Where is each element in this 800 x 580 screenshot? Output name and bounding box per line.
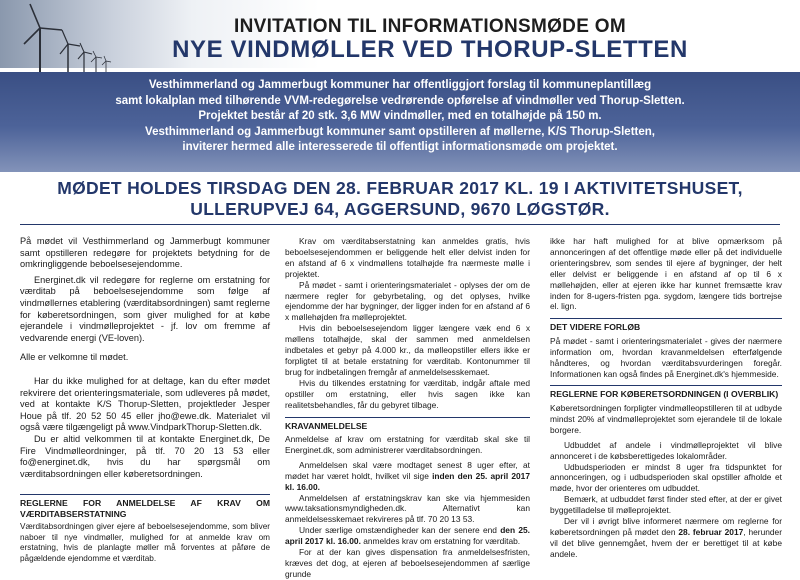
banner-line: inviterer hermed alle interesserede til offentligt informationsmøde om projektet. xyxy=(182,141,618,154)
header-area xyxy=(0,0,800,68)
section-heading: REGLERNE FOR ANMELDELSE AF KRAV OM VÆRDITABSERSTATNING xyxy=(20,494,270,519)
banner-line: Projektet består af 20 stk. 3,6 MW vindmøller, med en totalhøjde på 150 m. xyxy=(198,110,602,123)
paragraph: På mødet - samt i orienteringsmaterialet - oplyses der om de nærmere regler for gebyrbetaling, og det oplyses, hvilke ejendomme der har bygninger, der ligger inden for en afstand af 6 x møllehøjden fra mølleprojektet. xyxy=(285,279,530,323)
column-1 xyxy=(20,236,270,568)
text-run: Der vil i øvrigt blive informeret nærmere om reglerne for køberetsordningen på mødet den xyxy=(550,516,782,537)
spacer xyxy=(20,344,270,352)
paragraph: Alle er velkomne til mødet. xyxy=(20,352,129,363)
paragraph: Værditabsordningen giver ejere af beboelsesejendomme, som bliver naboer til nye vindmøller, mulighed for at anmelde krav om erstatning, hvis de planlagte møller må forventes at påføre de pågældende ejendomme et værditab. xyxy=(20,522,270,563)
paragraph: Energinet.dk vil redegøre for reglerne om erstatning for værditab på beboelsesejendomme som følge af vindmøllernes etablering (værditabsordningen) samt reglerne for køberetsordningen, som giver mulighed for at købe ejerandele i vindmølleprojektet - jf. lov om fremme af vedvarende energi (VE-loven). xyxy=(20,274,270,343)
section-heading: REGLERNE FOR KØBERETSORDNINGEN (I OVERBLIK) xyxy=(550,385,782,400)
column-2 xyxy=(285,236,530,580)
text-run: , herunder vil det blive gennemgået, hvem der er berettiget til at købe andele. xyxy=(550,526,782,559)
text-run: Anmeldelsen skal være modtaget senest 8 uger efter, at mødet har været holdt, hvilket vil sige xyxy=(285,459,530,481)
banner-line: Vesthimmerland og Jammerbugt kommuner samt opstilleren af møllerne, K/S Thorup-Sletten, xyxy=(145,125,655,138)
paragraph xyxy=(285,460,530,493)
meeting-line-2: ULLERUPVEJ 64, AGGERSUND, 9670 LØGSTØR. xyxy=(190,199,610,219)
paragraph: Udbuddet af andele i vindmølleprojektet vil blive annonceret i de købsberettigedes lokalområder. xyxy=(550,439,782,461)
text-run: anmeldes krav om erstatning for værditab. xyxy=(360,536,521,547)
paragraph: Anmeldelsen af erstatningskrav kan ske via hjemmesiden www.taksationsmyndigheden.dk. Alternativt kan anmeldelsesskemaet rekvireres på tlf. 70 20 13 53. xyxy=(285,492,530,525)
date-text: 28. februar 2017 xyxy=(678,526,744,537)
paragraph: Hvis din beboelsesejendom ligger længere væk end 6 x møllens totalhøjde, skal der sammen med anmeldelsen indbetales et gebyr på 4.000 kr., da mølleopstiller ellers ikke er forpligtet til at betale erstatning for værditab. Kontonummer til brug for indbetalingen fremgår af anmeldelsesskemaet. xyxy=(285,323,530,377)
paragraph: Har du ikke mulighed for at deltage, kan du efter mødet rekvirere det orienteringsmateriale, som udleveres på mødet, ved at kontakte K/S Thorup-Sletten, projektleder Jesper Houe på tlf. 20 52 50 45 eller jho@ewe.dk. Materialet vil også være tilgængeligt på www.VindparkThorup-Sletten.dk. xyxy=(20,375,270,433)
meeting-announcement xyxy=(0,178,800,220)
banner-line: Vesthimmerland og Jammerbugt kommuner har offentliggjort forslag til kommuneplantillæg xyxy=(148,79,652,91)
page-title: NYE VINDMØLLER VED THORUP-SLETTEN xyxy=(172,36,688,63)
paragraph: På mødet vil Vesthimmerland og Jammerbugt kommuner samt opstilleren redegøre for projektets betydning for de omkringliggende beboelsesejendomme. xyxy=(20,236,270,270)
banner-line: samt lokalplan med tilhørende VVM-redegørelse vedrørende opførelse af vindmøller ved Thorup-Sletten. xyxy=(115,94,685,107)
divider xyxy=(20,224,780,225)
intro-banner xyxy=(0,72,800,172)
paragraph: Du er altid velkommen til at kontakte Energinet.dk, De Fire Vindmølleordninger, på tlf. 70 20 13 53 eller fo@energinet.dk, hvis du har spørgsmål om værditabsordningen eller køberetsordningen. xyxy=(20,433,270,479)
spacer xyxy=(20,368,270,376)
section-heading: DET VIDERE FORLØB xyxy=(550,318,782,333)
paragraph: Bemærk, at udbuddet først finder sted efter, at der er givet byggetilladelse til mølleprojektet. xyxy=(550,494,782,516)
text-run: Under særlige omstændigheder kan der senere end xyxy=(299,525,501,536)
deadline-text: den 25. april 2017 kl. 16.00. xyxy=(285,525,530,547)
paragraph: Anmeldelse af krav om erstatning for værditab skal ske til Energinet.dk, som administrerer værditabsordningen. xyxy=(285,434,530,455)
paragraph: For at der kan gives dispensation fra anmeldelsesfristen, kræves det dog, at ejeren af beboelsesejendommen af særlige grunde xyxy=(285,547,530,579)
paragraph: Krav om værditabserstatning kan anmeldes gratis, hvis beboelsesejendommen er beliggende helt eller delvist inden for en afstand af 6 x vindmøllens totalhøjde fra nærmeste mølle i projektet. xyxy=(285,236,530,279)
meeting-line-1: MØDET HOLDES TIRSDAG DEN 28. FEBRUAR 2017 KL. 19 I AKTIVITETSHUSET, xyxy=(57,178,743,198)
paragraph: Udbudsperioden er mindst 8 uger fra tidspunktet for annonceringen, og i udbudsperioden skal opstiller afholde et møde, hvor der orienteres om udbuddet. xyxy=(550,461,782,494)
paragraph: På mødet - samt i orienteringsmaterialet - gives der nærmere information om, hvordan kravanmeldelsen efterfølgende håndteres, og hvordan værditabsvurderingen foregår. Informationen kan også findes på Energinet.dk's hjemmeside. xyxy=(550,335,782,379)
column-3 xyxy=(550,236,782,560)
paragraph: Køberetsordningen forpligter vindmølleopstilleren til at udbyde mindst 20% af vindmølleprojektet som ejerandele til de lokale borgere. xyxy=(550,402,782,435)
spacer xyxy=(20,480,270,488)
invitation-line: INVITATION TIL INFORMATIONSMØDE OM xyxy=(234,16,626,37)
section-heading: KRAVANMELDELSE xyxy=(285,417,530,432)
paragraph xyxy=(285,525,530,547)
paragraph: ikke har haft mulighed for at blive opmærksom på annonceringen af det offentlige møde eller på det individuelle orienteringsbrev, som sendes til ejere af bygninger, der helt eller delvist er beliggende i en afstand af op til 6 x møllehøjden, eller at ejeren ikke har kunnet fremsætte krav inden for 8-ugers-fristen pga. sygdom, længere tids bortrejse el. lign. xyxy=(550,236,782,312)
paragraph: Hvis du tilkendes erstatning for værditab, indgår aftale med opstiller om erstatning, eller hvis sagen ikke kan realitetsbehandles, får du gebyret tilbage. xyxy=(285,377,530,410)
paragraph xyxy=(550,516,782,560)
deadline-text: inden den 25. april 2017 kl. 16.00. xyxy=(285,470,530,492)
